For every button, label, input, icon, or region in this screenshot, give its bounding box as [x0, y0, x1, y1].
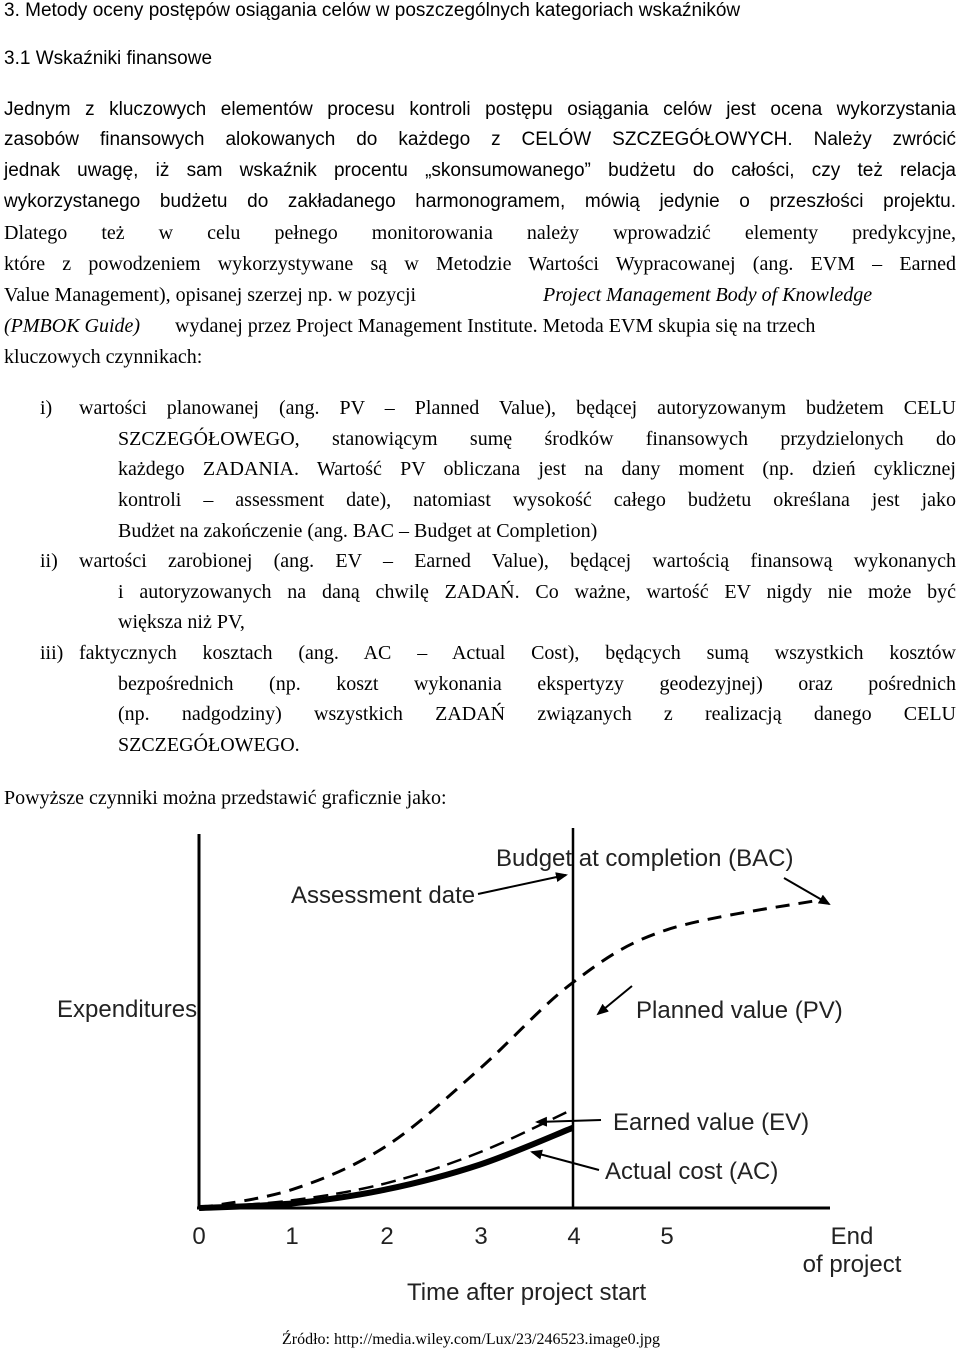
x-tick-labels — [192, 1223, 901, 1278]
x-tick-label: 4 — [567, 1223, 581, 1250]
assessment-date-label: Assessment date — [291, 882, 476, 909]
list-item-line: wartości zarobionej (ang. EV – Earned Value), będącej wartością finansową wykonanych — [79, 550, 956, 572]
list-item-line: Budżet na zakończenie (ang. BAC – Budget at Completion) — [118, 520, 598, 542]
x-tick-label: 1 — [285, 1223, 299, 1250]
book-title-abbrev: (PMBOK Guide) — [4, 315, 141, 337]
paragraph-line: Value Management), opisanej szerzej np. w pozycji — [4, 284, 417, 306]
paragraph-line: jednak uwagę, iż sam wskaźnik procentu „skonsumowanego” budżetu do całości, czy też relacja — [4, 160, 956, 181]
bac-label: Budget at completion (BAC) — [496, 845, 794, 872]
y-axis-label: Expenditures — [57, 996, 198, 1023]
paragraph-line: Jednym z kluczowych elementów procesu kontroli postępu osiągania celów jest ocena wykorzystania — [4, 99, 956, 120]
list-item-line: (np. nadgodziny) wszystkich ZADAŃ związanych z realizacją danego CELU — [118, 703, 956, 725]
ac-label: Actual cost (AC) — [605, 1158, 779, 1185]
paragraph-line: wydanej przez Project Management Institute. Metoda EVM skupia się na trzech — [175, 315, 816, 337]
x-tick-label: End — [830, 1223, 874, 1250]
book-title: Project Management Body of Knowledge — [543, 284, 873, 306]
x-axis-label: Time after project start — [407, 1279, 647, 1306]
paragraph-line: zasobów finansowych alokowanych do każdego z CELÓW SZCZEGÓŁOWYCH. Należy zwrócić — [4, 129, 956, 150]
x-tick-label: 2 — [380, 1223, 394, 1250]
list-item-line: wartości planowanej (ang. PV – Planned Value), będącej autoryzowanym budżetem CELU — [79, 397, 956, 419]
x-tick-label: 0 — [192, 1223, 206, 1250]
series-ac-line — [199, 1128, 573, 1208]
graphic-intro: Powyższe czynniki można przedstawić graficznie jako: — [4, 787, 447, 809]
section-heading: 3. Metody oceny postępów osiągania celów w poszczególnych kategoriach wskaźników — [4, 0, 741, 21]
list-item-line: każdego ZADANIA. Wartość PV obliczana jest na dany moment (np. dzień cyklicznej — [118, 458, 956, 480]
list-item-line: i autoryzowanych na daną chwilę ZADAŃ. Co ważne, wartość EV nigdy nie może być — [118, 581, 956, 603]
x-tick-label: of project — [802, 1251, 902, 1278]
source-note: Źródło: http://media.wiley.com/Lux/23/246523.image0.jpg — [282, 1331, 661, 1348]
list-number: ii) — [40, 550, 58, 572]
ac-arrow — [532, 1152, 599, 1170]
list-item-line: faktycznych kosztach (ang. AC – Actual Cost), będących sumą wszystkich kosztów — [79, 642, 956, 664]
paragraph-line: które z powodzeniem wykorzystywane są w Metodzie Wartości Wypracowanej (ang. EVM – Earned — [4, 253, 956, 275]
list-item-line: większa niż PV, — [118, 611, 245, 633]
x-tick-label: 3 — [474, 1223, 488, 1250]
pv-arrow — [598, 986, 632, 1014]
paragraph-line: Dlatego też w celu pełnego monitorowania należy wprowadzić elementy predykcyjne, — [4, 222, 956, 244]
list-item-line: SZCZEGÓŁOWEGO, stanowiącym sumę środków finansowych przydzielonych do — [118, 428, 956, 450]
subsection-heading: 3.1 Wskaźniki finansowe — [4, 48, 213, 69]
list-item-line: bezpośrednich (np. koszt wykonania ekspertyzy geodezyjnej) oraz pośrednich — [118, 673, 956, 695]
ev-label: Earned value (EV) — [613, 1109, 810, 1136]
x-tick-label: 5 — [660, 1223, 674, 1250]
list-number: i) — [40, 397, 53, 419]
paragraph-line: wykorzystanego budżetu do zakładanego harmonogramem, mówią jedynie o przeszłości projektu. — [4, 191, 956, 212]
pv-label: Planned value (PV) — [636, 997, 843, 1024]
series-ev-line — [199, 1109, 573, 1208]
ev-arrow — [537, 1120, 601, 1122]
list-number: iii) — [40, 642, 64, 664]
paragraph-line: kluczowych czynnikach: — [4, 346, 203, 368]
list-item-line: kontroli – assessment date), natomiast wysokość całego budżetu określana jest jako — [118, 489, 956, 511]
series-pv-line — [199, 899, 825, 1208]
assessment-arrow — [478, 875, 566, 894]
bac-arrow — [784, 878, 829, 904]
list-item-line: SZCZEGÓŁOWEGO. — [118, 734, 300, 756]
